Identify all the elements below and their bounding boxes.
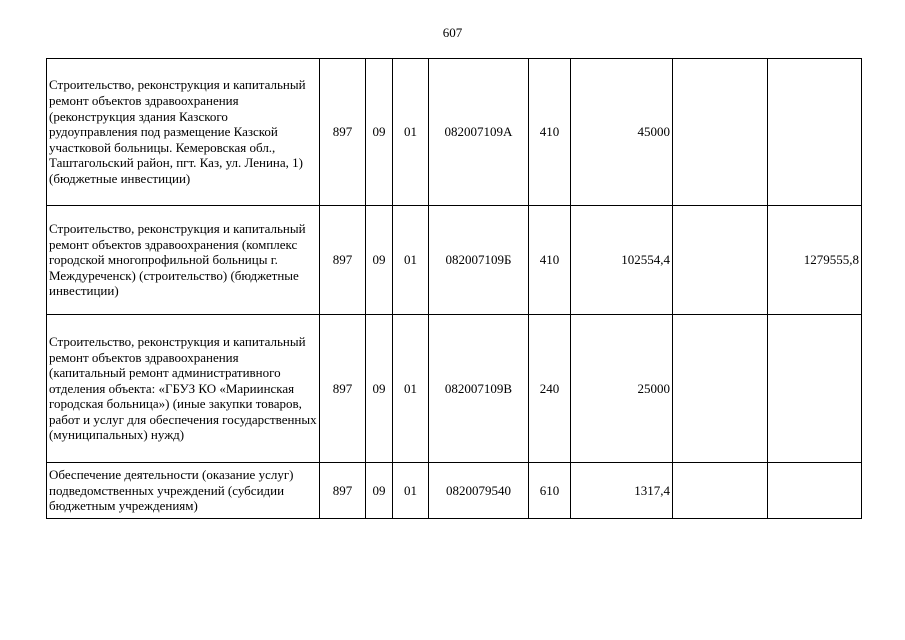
budget-table: [46, 58, 862, 519]
amount-cell-1: 1317,4: [571, 463, 673, 519]
subsection-code-cell: 01: [393, 463, 429, 519]
section-code-cell: 09: [366, 59, 393, 206]
description-cell: Строительство, реконструкция и капитальный ремонт объектов здравоохранения (комплекс городской многопрофильной больницы г. Междуреченск) (строительство) (бюджетные инвестиции): [47, 206, 320, 315]
section-code-cell: 09: [366, 315, 393, 463]
amount-cell-2: [673, 463, 768, 519]
expense-type-cell: 410: [529, 59, 571, 206]
target-article-cell: 0820079540: [429, 463, 529, 519]
amount-cell-3: [768, 463, 862, 519]
subsection-code-cell: 01: [393, 59, 429, 206]
target-article-cell: 082007109А: [429, 59, 529, 206]
description-cell: Строительство, реконструкция и капитальный ремонт объектов здравоохранения (капитальный ремонт административного отделения объекта: «ГБУЗ КО «Мариинская городская больница») (иные закупки товаров, работ и услуг для обеспечения государственных (муниципальных) нужд): [47, 315, 320, 463]
table-row: [47, 59, 862, 206]
table-row: [47, 206, 862, 315]
expense-type-cell: 410: [529, 206, 571, 315]
ministry-code-cell: 897: [320, 59, 366, 206]
description-cell: Строительство, реконструкция и капитальный ремонт объектов здравоохранения (реконструкция здания Казского рудоуправления под размещение Казской участковой больницы. Кемеровская обл., Таштагольский район, пгт. Каз, ул. Ленина, 1) (бюджетные инвестиции): [47, 59, 320, 206]
section-code-cell: 09: [366, 463, 393, 519]
subsection-code-cell: 01: [393, 315, 429, 463]
amount-cell-3: [768, 315, 862, 463]
amount-cell-1: 45000: [571, 59, 673, 206]
amount-cell-2: [673, 315, 768, 463]
target-article-cell: 082007109В: [429, 315, 529, 463]
amount-cell-2: [673, 59, 768, 206]
ministry-code-cell: 897: [320, 315, 366, 463]
description-cell: Обеспечение деятельности (оказание услуг) подведомственных учреждений (субсидии бюджетным учреждениям): [47, 463, 320, 519]
subsection-code-cell: 01: [393, 206, 429, 315]
ministry-code-cell: 897: [320, 463, 366, 519]
expense-type-cell: 610: [529, 463, 571, 519]
ministry-code-cell: 897: [320, 206, 366, 315]
amount-cell-1: 25000: [571, 315, 673, 463]
section-code-cell: 09: [366, 206, 393, 315]
table-row: [47, 463, 862, 519]
amount-cell-3: [768, 59, 862, 206]
target-article-cell: 082007109Б: [429, 206, 529, 315]
page-number: 607: [442, 25, 463, 40]
amount-cell-3: 1279555,8: [768, 206, 862, 315]
expense-type-cell: 240: [529, 315, 571, 463]
amount-cell-1: 102554,4: [571, 206, 673, 315]
table-row: [47, 315, 862, 463]
amount-cell-2: [673, 206, 768, 315]
